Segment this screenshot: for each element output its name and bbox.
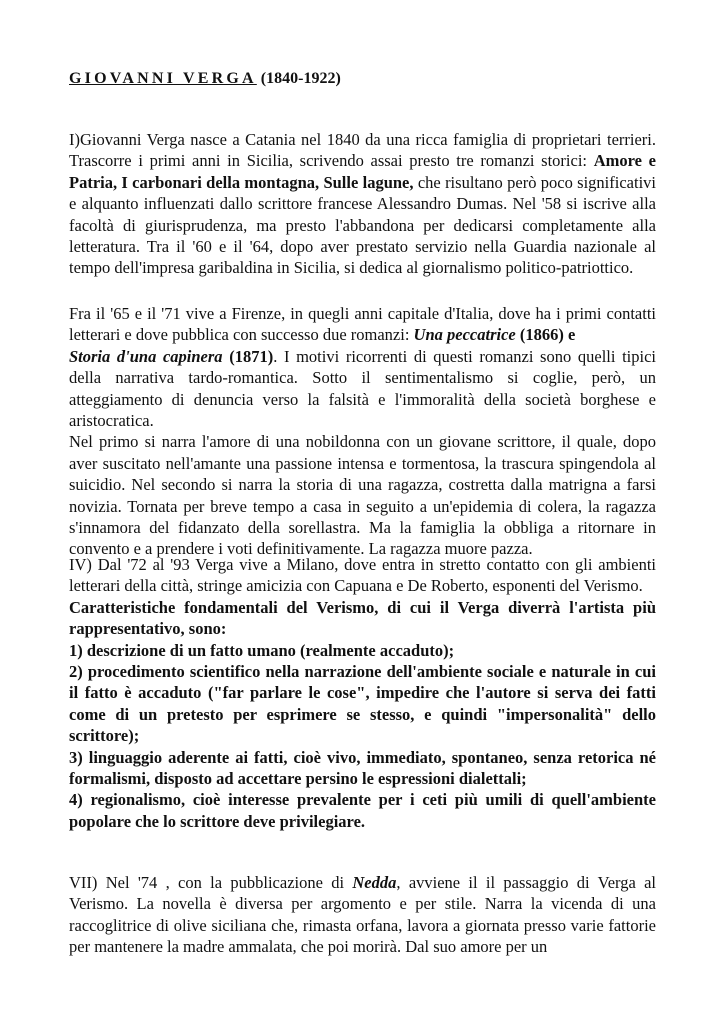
paragraph-nedda <box>69 872 656 958</box>
work-title-nedda: Nedda <box>352 873 397 892</box>
novel-titles-bold: Amore e Patria, I carbonari della montagna, Sulle lagune, <box>69 151 656 192</box>
document-title <box>69 69 669 89</box>
text-run: VII) Nel '74 , con la pubblicazione di <box>69 873 353 892</box>
paragraph-early-life <box>69 129 656 279</box>
verismo-item-1: 1) descrizione di un fatto umano (realmente accaduto); <box>69 640 455 660</box>
verismo-heading: Caratteristiche fondamentali del Verismo, di cui il Verga diverrà l'artista più rappresentativo, sono: <box>69 597 656 639</box>
text-run: IV) Dal '72 al '93 Verga vive a Milano, dove entra in stretto contatto con gli ambienti letterari della città, stringe amicizia con Capuana e De Roberto, esponenti del Verismo. <box>69 555 656 596</box>
novel-year-1871: (1871) <box>222 346 274 366</box>
title-years: (1840-1922) <box>260 70 341 87</box>
text-run: che risultano però poco significativi e alquanto influenzati dallo scrittore francese Alessandro Dumas. Nel '58 si iscrive alla facoltà di giurisprudenza, ma presto l'abbandona per dedicarsi completamente alla letteratura. Tra il '60 e il '64, dopo aver prestato servizio nella Guardia nazionale al tempo dell'impresa garibaldina in Sicilia, si dedica al giornalismo politico-patriottico. <box>69 172 656 278</box>
text-run: Nel primo si narra l'amore di una nobildonna con un giovane scrittore, il quale, dopo aver suscitato nell'amante una passione intensa e tormentosa, la trascura spingendola al suicidio. Nel secondo si narra la storia di una ragazza, costretta dalla matrigna a farsi novizia. Tornata per breve tempo a casa in seguito a un'epidemia di colera, la ragazza s'innamora del fidanzato della sorellastra. Ma la famiglia la obbliga a ritornare in convento e a prendere i voti definitivamente. La ragazza muore pazza. <box>69 432 656 559</box>
verismo-item-4: 4) regionalismo, cioè interesse prevalente per i ceti più umili di quell'ambiente popolare che lo scrittore deve privilegiare. <box>69 790 656 831</box>
verismo-item-3: 3) linguaggio aderente ai fatti, cioè vivo, immediato, spontaneo, senza retorica né formalismi, disposto ad accettare persino le espressioni dialettali; <box>69 747 656 789</box>
title-name: GIOVANNI VERGA <box>69 70 257 87</box>
text-run: I)Giovanni Verga nasce a Catania nel 1840 da una ricca famiglia di proprietari terrieri. Trascorre i primi anni in Sicilia, scrivendo assai presto tre romanzi storici: <box>69 130 656 171</box>
text-run: . I motivi ricorrenti di questi romanzi sono quelli tipici della narrativa tardo-romantica. Sotto il sentimentalismo si coglie, però, un atteggiamento di denuncia verso la falsità e l'immoralità della società borghese e aristocratica. <box>69 346 656 431</box>
text-run: Fra il '65 e il '71 vive a Firenze, in quegli anni capitale d'Italia, dove ha i primi contatti letterari e dove pubblica con successo due romanzi: <box>69 304 656 345</box>
novel-year-1866: (1866) e <box>515 325 576 345</box>
paragraph-florence <box>69 303 656 560</box>
novel-title-una-peccatrice: Una peccatrice <box>413 325 516 345</box>
text-run: , avviene il il passaggio di Verga al Verismo. La novella è diversa per argomento e per stile. Narra la vicenda di una raccoglitrice di olive siciliana che, rimasta orfana, lavora a giornata presso varie fattorie per mantenere la madre ammalata, che poi morirà. Dal suo amore per un <box>69 873 656 957</box>
paragraph-milan-verismo <box>69 554 656 832</box>
verismo-item-2: 2) procedimento scientifico nella narrazione dell'ambiente sociale e naturale in cui il fatto è accaduto ("far parlare le cose", impedire che l'autore si serva dei fatti come di un pretesto per esprimere se stesso, e quindi "impersonalità" dello scrittore); <box>69 662 656 746</box>
novel-title-storia-capinera: Storia d'una capinera <box>69 346 223 366</box>
